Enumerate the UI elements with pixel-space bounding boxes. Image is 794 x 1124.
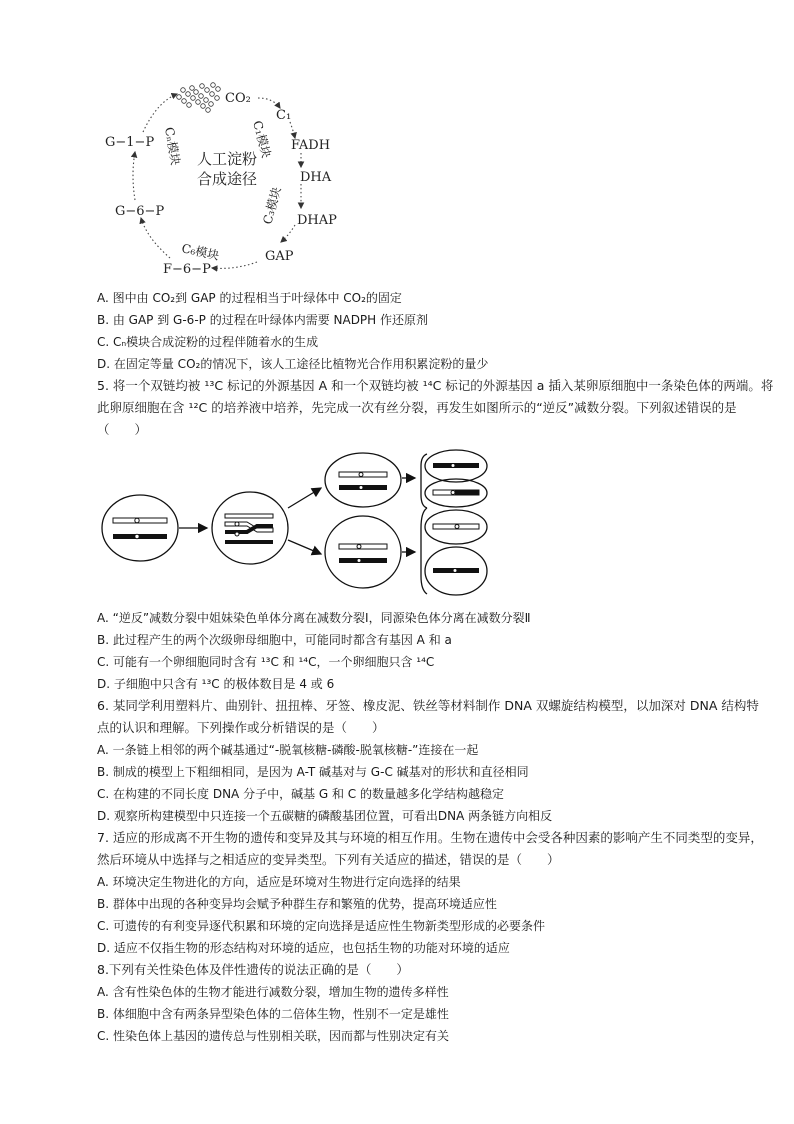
node-f6p: F−6−P: [163, 262, 211, 277]
q5-option-c: C. 可能有一个卵细胞同时含有 ¹³C 和 ¹⁴C，一个卵细胞只含 ¹⁴C: [97, 655, 435, 669]
cell-oogonium: [102, 495, 178, 561]
arrow-f6p-g6p: [141, 218, 170, 258]
q7-stem-line1: 7. 适应的形成离不开生物的遗传和变异及其与环境的相互作用。生物在遗传中会受各种因素的影响产生不同类型的变异，: [97, 830, 763, 845]
q7-option-b: B. 群体中出现的各种变异均会赋予种群生存和繁殖的优势，提高环境适应性: [97, 897, 497, 911]
cell-secondary-lower: [325, 516, 401, 588]
cell-secondary-upper: [325, 453, 401, 507]
node-g6p: G−6−P: [115, 204, 165, 219]
q7-option-d: D. 适应不仅指生物的形态结构对环境的适应，也包括生物的功能对环境的适应: [97, 941, 510, 955]
q6-stem-line2: 点的认识和理解。下列操作或分析错误的是（ ）: [97, 720, 385, 735]
arrow-c1-fadh: [290, 122, 295, 138]
q5-option-b: B. 此过程产生的两个次级卵母细胞中，可能同时都含有基因 A 和 a: [97, 633, 452, 647]
q6-option-b: B. 制成的模型上下粗细相同，是因为 A-T 碱基对与 G-C 碱基对的形状和直径相同: [97, 765, 529, 779]
node-g1p: G−1−P: [105, 135, 155, 150]
q6-stem-line1: 6. 某同学利用塑料片、曲别针、扭扭棒、牙签、橡皮泥、铁丝等材料制作 DNA 双螺旋结构模型，以加深对 DNA 结构特: [97, 698, 759, 713]
q7-stem-line2: 然后环境从中选择与之相适应的变异类型。下列有关适应的描述，错误的是（ ）: [97, 852, 560, 867]
center-label-1: 人工淀粉: [197, 150, 258, 168]
node-dhap: DHAP: [297, 213, 337, 228]
module-c1: C₁模块: [250, 119, 274, 160]
chromosomes-secondary-lower: [339, 544, 387, 563]
node-c1: C₁: [276, 108, 292, 123]
reverse-meiosis-diagram: [97, 448, 497, 598]
node-co2: CO₂: [225, 91, 251, 106]
q5-option-d: D. 子细胞中只含有 ¹³C 的极体数目是 4 或 6: [97, 677, 335, 691]
q6-option-d: D. 观察所构建模型中只连接一个五碳糖的磷酸基团位置，可看出DNA 两条链方向相反: [97, 809, 553, 823]
module-c6: C₆模块: [180, 241, 221, 263]
q4-option-d: D. 在固定等量 CO₂的情况下，该人工途径比植物光合作用积累淀粉的量少: [97, 357, 489, 371]
center-label-2: 合成途径: [197, 170, 258, 188]
q8-option-c: C. 性染色体上基因的遗传总与性别相关联，因而都与性别决定有关: [97, 1029, 450, 1043]
chromosomes-cell-1: [113, 518, 167, 539]
q8-option-b: B. 体细胞中含有两条异型染色体的二倍体生物，性别不一定是雄性: [97, 1007, 449, 1021]
starch-granule-icon: [177, 83, 221, 113]
node-gap: GAP: [265, 249, 294, 264]
q4-option-c: C. Cₙ模块合成淀粉的过程伴随着水的生成: [97, 335, 319, 349]
q5-stem-line2: 此卵原细胞在含 ¹²C 的培养液中培养，先完成一次有丝分裂，再发生如图所示的“逆反”减数分裂。下列叙述错误的是: [97, 400, 737, 415]
q5-stem-line3: （ ）: [97, 422, 148, 437]
q6-option-a: A. 一条链上相邻的两个碱基通过“-脱氧核糖-磷酸-脱氧核糖-”连接在一起: [97, 743, 479, 757]
q4-option-b: B. 由 GAP 到 G-6-P 的过程在叶绿体内需要 NADPH 作还原剂: [97, 313, 429, 327]
node-fadh: FADH: [291, 138, 331, 153]
module-cn: Cₙ模块: [162, 126, 183, 167]
arrow-co2-c1: [258, 98, 280, 108]
arrow-g6p-g1p: [133, 152, 135, 200]
q5-stem-line1: 5. 将一个双链均被 ¹³C 标记的外源基因 A 和一个双链均被 ¹⁴C 标记的外源基因 a 插入某卵原细胞中一条染色体的两端。将: [97, 378, 774, 393]
q8-stem-line1: 8.下列有关性染色体及伴性遗传的说法正确的是（ ）: [97, 962, 409, 977]
q7-option-a: A. 环境决定生物进化的方向，适应是环境对生物进行定向选择的结果: [97, 875, 461, 889]
q6-option-c: C. 在构建的不同长度 DNA 分子中，碱基 G 和 C 的数量越多化学结构越稳定: [97, 787, 505, 801]
chromosomes-secondary-upper: [339, 472, 387, 490]
q5-option-a: A. “逆反”减数分裂中姐妹染色单体分离在减数分裂Ⅰ，同源染色体分离在减数分裂Ⅱ: [97, 611, 531, 625]
q8-option-a: A. 含有性染色体的生物才能进行减数分裂，增加生物的遗传多样性: [97, 985, 449, 999]
q7-option-c: C. 可遗传的有利变异逐代积累和环境的定向选择是适应性生物新类型形成的必要条件: [97, 919, 546, 933]
q4-option-a: A. 图中由 CO₂到 GAP 的过程相当于叶绿体中 CO₂的固定: [97, 291, 402, 305]
node-dha: DHA: [300, 170, 332, 185]
module-c3: C₃模块: [260, 185, 284, 226]
arrow-dhap-gap: [281, 225, 295, 242]
chromosomes-cell-2: [225, 514, 273, 544]
arrow-gap-f6p: [212, 262, 257, 268]
starch-pathway-diagram: [95, 80, 355, 280]
